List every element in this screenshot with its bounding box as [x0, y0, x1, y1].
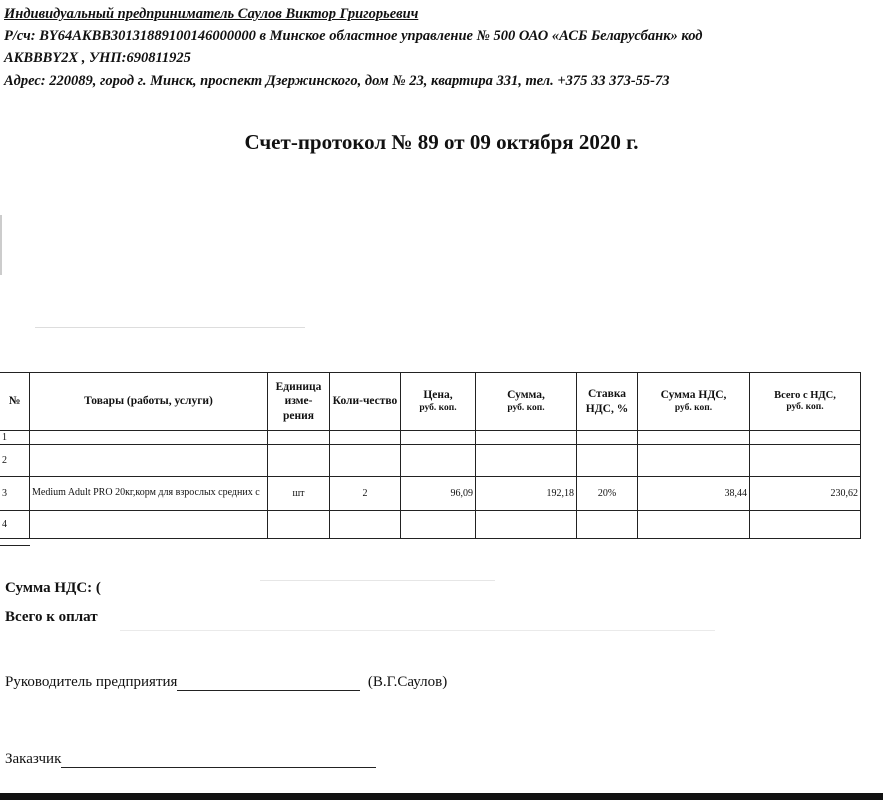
director-name: (В.Г.Саулов): [367, 674, 448, 690]
cell-vat: [638, 445, 750, 477]
cell-qty: [330, 445, 401, 477]
vat-sum-label: Сумма НДС: (: [5, 580, 101, 596]
cell-rate: [577, 511, 638, 539]
document-title: Счет-протокол № 89 от 09 октября 2020 г.: [244, 130, 639, 154]
cell-no: 1: [0, 431, 30, 445]
header-sum-label: Сумма,: [507, 389, 545, 402]
scan-artifact-line: [35, 327, 305, 328]
header-price-label: Цена,: [423, 389, 453, 402]
cell-unit: [268, 445, 330, 477]
scan-crop-mask: [30, 546, 865, 566]
cell-no: 4: [0, 511, 30, 539]
cell-rate: 20%: [577, 477, 638, 511]
table-header-row: [0, 373, 861, 431]
cell-vat: [638, 431, 750, 445]
cell-price: [401, 445, 476, 477]
table-bottom-edge: [0, 545, 30, 546]
header-total-unit: руб. коп.: [786, 402, 824, 413]
cell-price: [401, 431, 476, 445]
scan-artifact-line: [120, 630, 715, 631]
cell-no: 2: [0, 445, 30, 477]
cell-total: [750, 511, 861, 539]
header-price-unit: руб. коп.: [419, 402, 457, 413]
cell-no: 3: [0, 477, 30, 511]
address-line: Адрес: 220089, город г. Минск, проспект Дзержинского, дом № 23, квартира 331, тел. +375 33 373-55-73: [4, 73, 670, 89]
customer-signature-line: [61, 767, 376, 768]
cell-goods: [30, 511, 268, 539]
header-sum: [476, 373, 577, 431]
header-total-label: Всего с НДС,: [774, 390, 836, 401]
table-row: [0, 445, 861, 477]
cell-qty: [330, 511, 401, 539]
cell-sum: [476, 511, 577, 539]
cell-vat: [638, 511, 750, 539]
header-goods: Товары (работы, услуги): [30, 373, 268, 431]
director-label: Руководитель предприятия: [5, 674, 178, 690]
cell-rate: [577, 445, 638, 477]
scan-bottom-border: [0, 793, 883, 800]
scan-artifact-line: [260, 580, 495, 581]
invoice-table: [0, 372, 861, 539]
cell-total: [750, 445, 861, 477]
cell-goods: Medium Adult PRO 20кг,корм для взрослых средних с: [30, 477, 268, 511]
cell-price: 96,09: [401, 477, 476, 511]
director-signature-line: [177, 690, 360, 691]
cell-sum: 192,18: [476, 477, 577, 511]
cell-goods: [30, 445, 268, 477]
cell-rate: [577, 431, 638, 445]
cell-sum: [476, 445, 577, 477]
cell-vat: 38,44: [638, 477, 750, 511]
cell-unit: [268, 511, 330, 539]
bank-account-line: Р/сч: BY64AKBB30131889100146000000 в Минское областное управление № 500 ОАО «АСБ Беларусбанк» код: [4, 28, 703, 44]
header-sum-unit: руб. коп.: [507, 402, 545, 413]
header-vat-sum-label: Сумма НДС,: [660, 389, 727, 402]
header-total: [750, 373, 861, 431]
director-signature-row: [5, 674, 447, 691]
cell-total: 230,62: [750, 477, 861, 511]
cell-unit: шт: [268, 477, 330, 511]
header-no: №: [0, 373, 30, 431]
table-row: [0, 511, 861, 539]
customer-signature-row: [5, 751, 376, 768]
header-vat-sum: [638, 373, 750, 431]
header-vat-sum-unit: руб. коп.: [674, 402, 713, 413]
header-unit: Единица изме-рения: [268, 373, 330, 431]
cell-price: [401, 511, 476, 539]
header-vat-rate: Ставка НДС, %: [577, 373, 638, 431]
cell-goods: [30, 431, 268, 445]
header-price: [401, 373, 476, 431]
header-qty: Коли-чество: [330, 373, 401, 431]
entrepreneur-name: Индивидуальный предприниматель Саулов Виктор Григорьевич: [4, 6, 419, 22]
cell-unit: [268, 431, 330, 445]
scan-artifact-edge: [0, 215, 2, 275]
table-row: [0, 431, 861, 445]
cell-total: [750, 431, 861, 445]
total-pay-label: Всего к оплат: [5, 609, 98, 625]
customer-label: Заказчик: [5, 751, 62, 767]
cell-sum: [476, 431, 577, 445]
table-row: [0, 477, 861, 511]
cell-qty: [330, 431, 401, 445]
bank-code-line: AKBBBY2X , УНП:690811925: [4, 50, 191, 66]
cell-qty: 2: [330, 477, 401, 511]
